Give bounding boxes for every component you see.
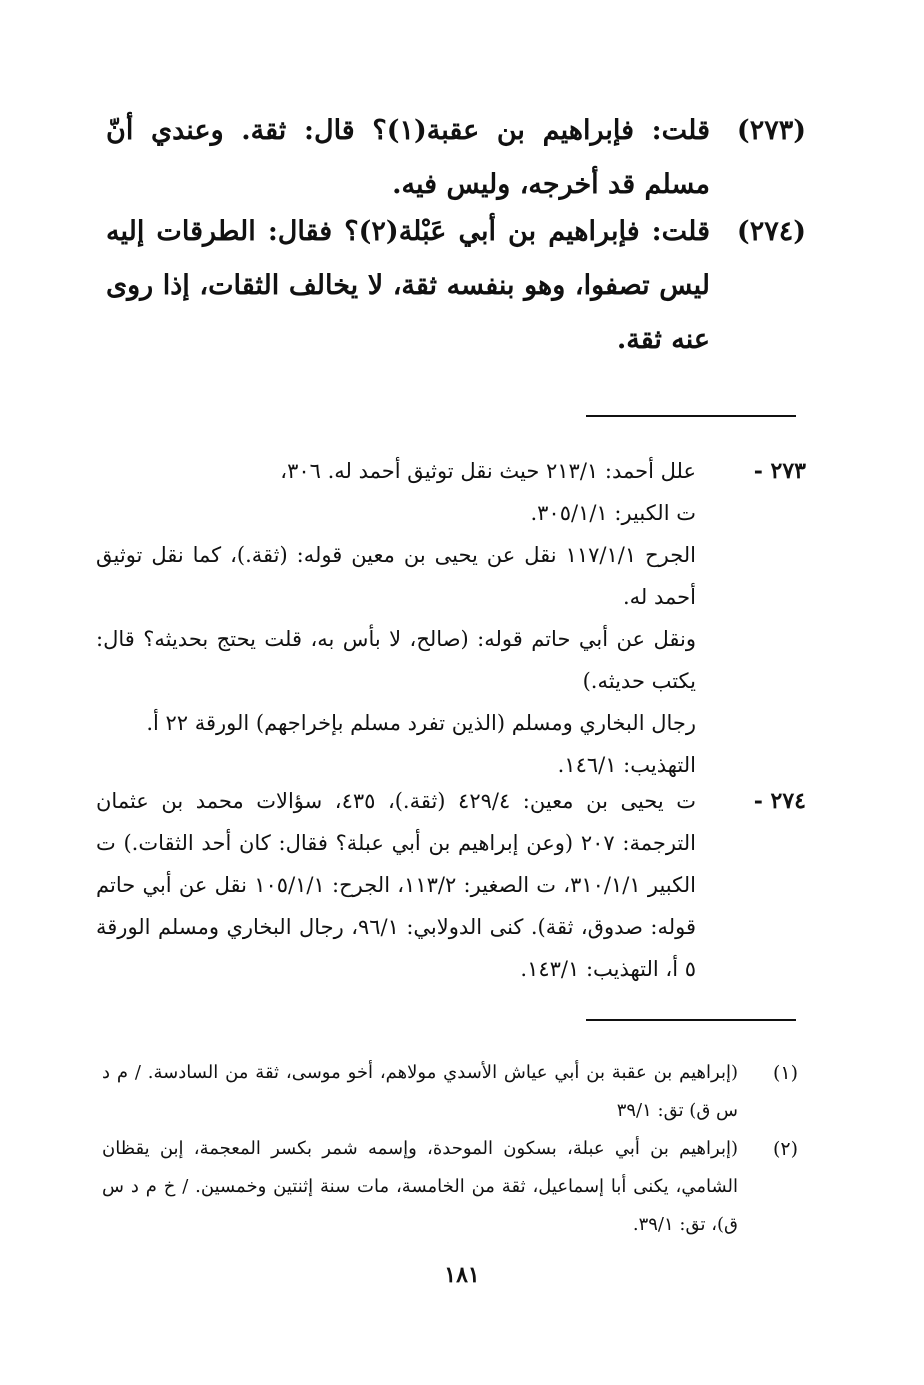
footnote-divider bbox=[586, 1019, 796, 1021]
footnote-number: (١) bbox=[772, 1062, 798, 1084]
commentary-number: ٢٧٤ - bbox=[753, 788, 806, 814]
footnote-text: (إبراهيم بن عقبة بن أبي عياش الأسدي مولاهم، أخو موسى، ثقة من السادسة. / م د س ق) تق: ٣٩/١ bbox=[102, 1062, 738, 1121]
commentary-number: ٢٧٣ - bbox=[753, 458, 806, 484]
page-number: ١٨١ bbox=[444, 1262, 480, 1288]
commentary-line: ونقل عن أبي حاتم قوله: (صالح، لا بأس به، قلت يحتج بحديثه؟ قال: يكتب حديثه.) bbox=[96, 627, 696, 693]
commentary-274 bbox=[96, 780, 806, 990]
commentary-body bbox=[96, 450, 696, 786]
entry-number: (٢٧٤) bbox=[736, 216, 806, 247]
commentary-line: ت يحيى بن معين: ٤٢٩/٤ (ثقة.)، ٤٣٥، سؤالات محمد بن عثمان الترجمة: ٢٠٧ (وعن إبراهيم بن أبي عبلة؟ فقال: كان أحد الثقات.) ت الكبير ٣١٠/١/١، ت الصغير: ١١٣/٢، الجرح: ١٠٥/١/١ نقل عن أبي حاتم قوله: صدوق، ثقة). كنى الدولابي: ٩٦/١، رجال البخاري ومسلم الورقة ٥ أ، التهذيب: ١٤٣/١. bbox=[96, 789, 697, 981]
commentary-line: رجال البخاري ومسلم (الذين تفرد مسلم بإخراجهم) الورقة ٢٢ أ. bbox=[146, 711, 696, 735]
footnote-2 bbox=[102, 1130, 798, 1244]
footnote-text: (إبراهيم بن أبي عبلة، بسكون الموحدة، وإسمه شمر بكسر المعجمة، إبن يقظان الشامي، يكنى أبا إسماعيل، ثقة من الخامسة، مات سنة إثنتين وخمسين. / خ م د س ق)، تق: ٣٩/١. bbox=[102, 1138, 738, 1235]
entry-number: (٢٧٣) bbox=[736, 115, 806, 146]
entry-text: قلت: فإبراهيم بن أبي عَبْلة(٢)؟ فقال: الطرقات إليه ليس تصفوا، وهو بنفسه ثقة، لا يخالف الثقات، إذا روى عنه ثقة. bbox=[106, 216, 710, 355]
entry-274 bbox=[106, 205, 806, 367]
entry-text: قلت: فإبراهيم بن عقبة(١)؟ قال: ثقة. وعندي أنّ مسلم قد أخرجه، وليس فيه. bbox=[106, 115, 710, 200]
commentary-line: التهذيب: ١٤٦/١. bbox=[557, 753, 696, 777]
commentary-line: الجرح ١١٧/١/١ نقل عن يحيى بن معين قوله: (ثقة.)، كما نقل توثيق أحمد له. bbox=[96, 543, 696, 609]
section-divider bbox=[586, 415, 796, 417]
commentary-body bbox=[96, 780, 696, 990]
commentary-line: ت الكبير: ٣٠٥/١/١. bbox=[530, 501, 696, 525]
entry-273 bbox=[106, 104, 806, 212]
commentary-273 bbox=[96, 450, 806, 786]
footnote-number: (٢) bbox=[772, 1138, 798, 1160]
commentary-line: علل أحمد: ٢١٣/١ حيث نقل توثيق أحمد له. ٣٠٦، bbox=[280, 459, 696, 483]
footnote-1 bbox=[102, 1054, 798, 1130]
